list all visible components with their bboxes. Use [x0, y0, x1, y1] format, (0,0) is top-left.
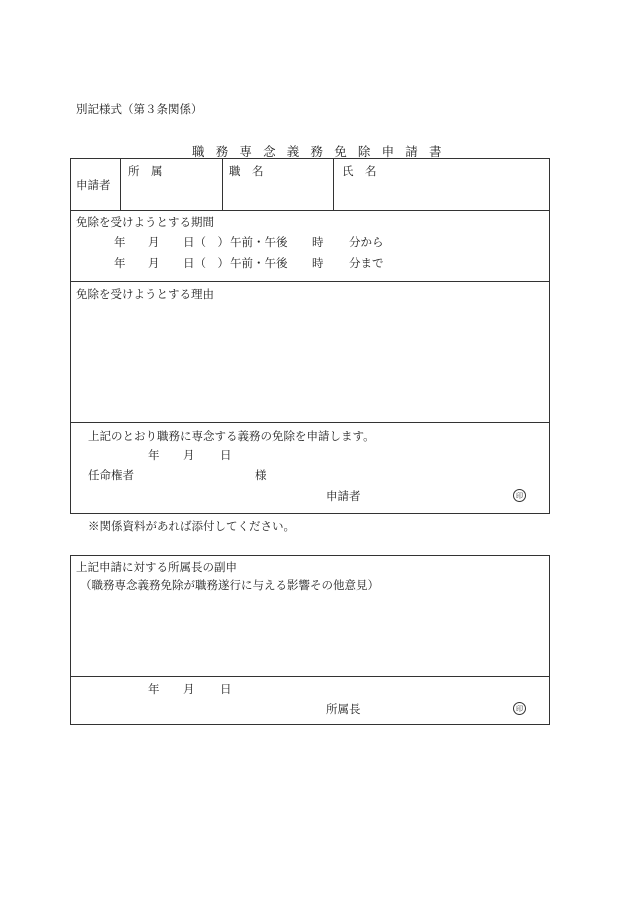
applicant-signature-label: 申請者 — [326, 489, 361, 503]
divider-head-opinion — [70, 676, 550, 677]
head-date-month: 月 — [183, 682, 195, 696]
period-to-ampm: 午前・午後 — [230, 256, 288, 270]
divider-affiliation — [222, 158, 223, 210]
form-label: 別記様式（第３条関係） — [76, 102, 203, 116]
period-from-day: 日（ ） — [183, 235, 229, 249]
declaration-text: 上記のとおり職務に専念する義務の免除を申請します。 — [88, 429, 375, 443]
head-section-title: 上記申請に対する所属長の副申 — [76, 560, 237, 574]
head-date-day: 日 — [220, 682, 232, 696]
divider-applicant-label — [120, 158, 121, 210]
divider-position — [333, 158, 334, 210]
divider-applicant-bottom — [70, 210, 550, 211]
reason-label: 免除を受けようとする理由 — [76, 287, 214, 301]
divider-reason-bottom — [70, 422, 550, 423]
divider-period-bottom — [70, 281, 550, 282]
period-from-year: 年 — [114, 235, 126, 249]
affiliation-label: 所 属 — [128, 164, 163, 178]
period-label: 免除を受けようとする期間 — [76, 215, 214, 229]
period-from-month: 月 — [148, 235, 160, 249]
position-label: 職 名 — [229, 164, 264, 178]
head-signature-label: 所属長 — [326, 702, 361, 716]
page-title: 職務専念義務免除申請書 — [192, 144, 453, 159]
head-seal-icon: 印 — [513, 702, 526, 715]
application-table — [70, 158, 550, 514]
period-to-hour: 時 — [312, 256, 324, 270]
sama-label: 様 — [255, 468, 267, 482]
period-from-minute: 分から — [349, 235, 384, 249]
declaration-day: 日 — [220, 448, 232, 462]
period-to-year: 年 — [114, 256, 126, 270]
head-section-subtitle: （職務専念義務免除が職務遂行に与える影響その他意見） — [80, 578, 379, 592]
name-label: 氏 名 — [342, 164, 377, 178]
declaration-month: 月 — [183, 448, 195, 462]
period-to-minute: 分まで — [349, 256, 384, 270]
appointer-label: 任命権者 — [88, 468, 134, 482]
period-to-day: 日（ ） — [183, 256, 229, 270]
seal-icon: 印 — [513, 489, 526, 502]
declaration-year: 年 — [148, 448, 160, 462]
note-text: ※関係資料があれば添付してください。 — [88, 519, 295, 533]
period-from-ampm: 午前・午後 — [230, 235, 288, 249]
period-to-month: 月 — [148, 256, 160, 270]
head-date-year: 年 — [148, 682, 160, 696]
applicant-row-label: 申請者 — [76, 178, 111, 192]
period-from-hour: 時 — [312, 235, 324, 249]
